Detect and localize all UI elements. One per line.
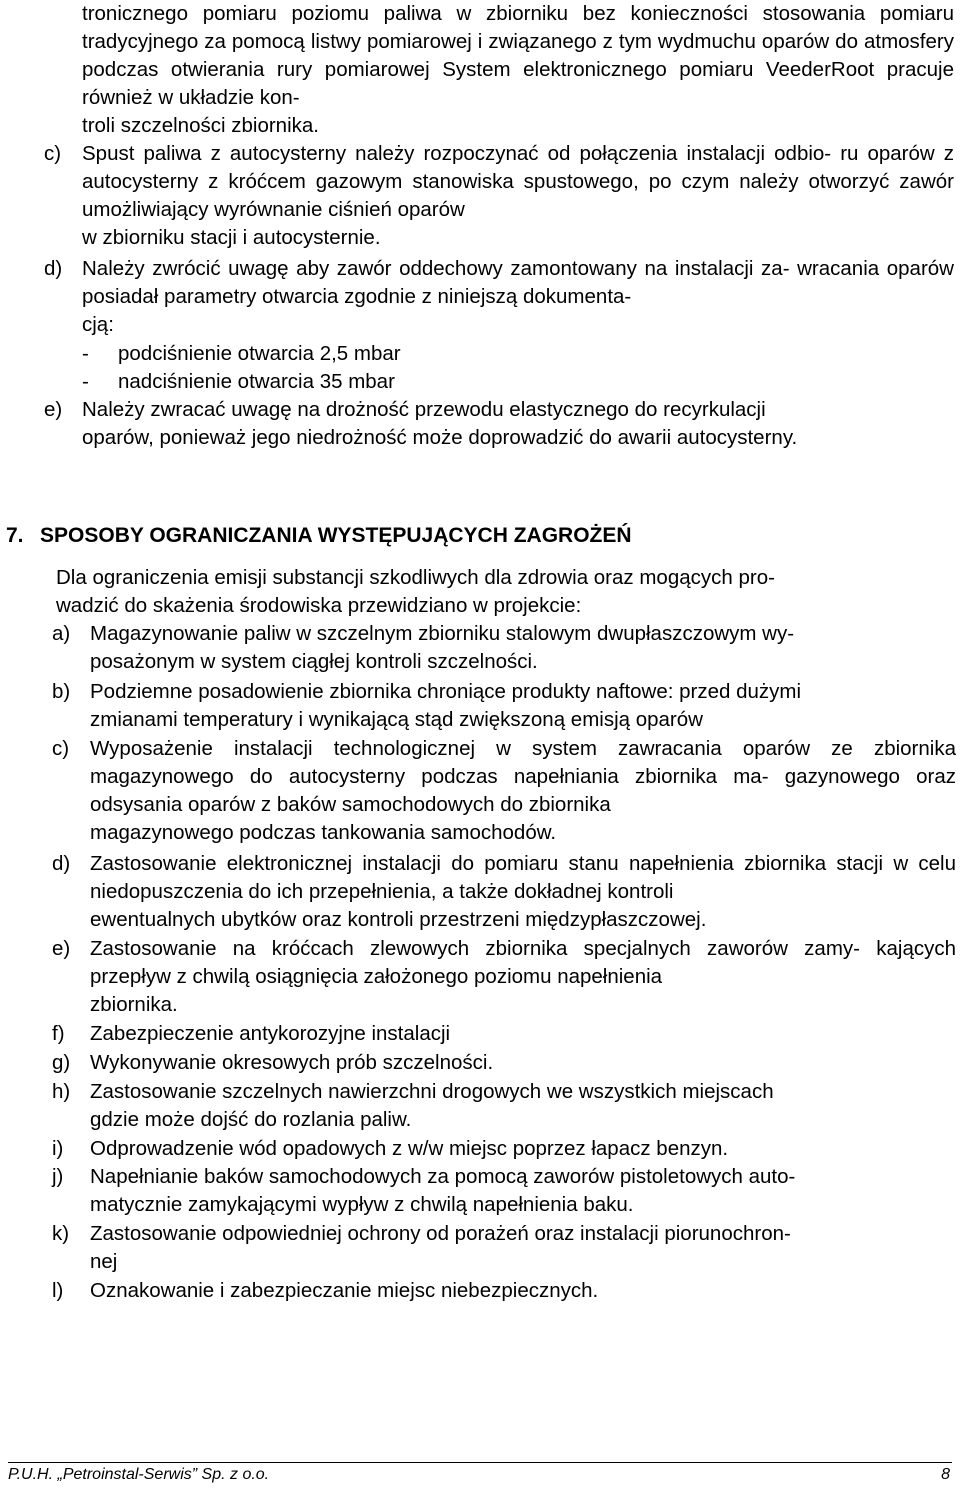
- dash-symbol: -: [82, 370, 89, 393]
- dash-text: nadciśnienie otwarcia 35 mbar: [118, 370, 395, 393]
- list-line: cją:: [82, 313, 114, 336]
- list-line: zbiornika.: [90, 993, 178, 1016]
- list-label: f): [52, 1022, 65, 1045]
- list-text: [82, 255, 954, 339]
- list-label: d): [44, 257, 63, 280]
- footer-page-number: 8: [941, 1466, 950, 1483]
- list-label: k): [52, 1222, 70, 1245]
- list-line: Należy zwracać uwagę na drożność przewodu elastycznego do recyrkulacji: [82, 398, 766, 421]
- list-label: e): [44, 398, 63, 421]
- intro-line: z tym wydmuchu oparów do atmosfery podczas otwierania rury pomiarowej: [82, 30, 954, 81]
- list-line: posażonym w system ciągłej kontroli szczelności.: [90, 650, 538, 673]
- list-text: [90, 1049, 956, 1077]
- list-line: Wykonywanie okresowych prób szczelności.: [90, 1051, 494, 1074]
- list-line: Podziemne posadowienie zbiornika chroniące produkty naftowe: przed dużymi: [90, 680, 802, 703]
- list-line: Zabezpieczenie antykorozyjne instalacji: [90, 1022, 451, 1045]
- list-line: zbiornika magazynowego do autocysterny podczas napełniania zbiornika ma-: [90, 737, 956, 788]
- list-text: [90, 1135, 956, 1163]
- list-line: Napełnianie baków samochodowych za pomocą zaworów pistoletowych auto-: [90, 1165, 796, 1188]
- intro-line: wadzić do skażenia środowiska przewidziano w projekcie:: [56, 594, 582, 617]
- list-line: zmianami temperatury i wynikającą stąd zwiększoną emisją oparów: [90, 708, 703, 731]
- intro-line: System elektronicznego pomiaru VeederRoot pracuje również w układzie kon-: [82, 58, 955, 109]
- dash-item: [82, 340, 401, 368]
- list-line: Zastosowanie odpowiedniej ochrony od porażeń oraz instalacji piorunochron-: [90, 1222, 791, 1245]
- section-number: 7.: [6, 524, 24, 547]
- list-label: i): [52, 1137, 64, 1160]
- list-text: [90, 1220, 956, 1276]
- list-label: c): [52, 737, 70, 760]
- dash-symbol: -: [82, 342, 89, 365]
- list-line: Oznakowanie i zabezpieczanie miejsc niebezpiecznych.: [90, 1279, 599, 1302]
- list-text: [90, 1163, 956, 1219]
- list-text: [90, 935, 956, 1019]
- list-label: j): [52, 1165, 64, 1188]
- list-line: czym należy otworzyć zawór umożliwiający wyrównanie ciśnień oparów: [82, 170, 954, 221]
- list-line: magazynowego podczas tankowania samochodów.: [90, 821, 557, 844]
- list-line: Zastosowanie na króćcach zlewowych zbiornika specjalnych zaworów zamy-: [90, 937, 860, 960]
- intro-line: tronicznego pomiaru poziomu paliwa w zbiorniku bez konieczności stosowania: [82, 2, 866, 25]
- list-label: g): [52, 1051, 71, 1074]
- list-label: b): [52, 680, 71, 703]
- section-intro: [56, 564, 954, 620]
- list-line: kających przepływ z chwilą osiągnięcia założonego poziomu napełnienia: [90, 937, 956, 988]
- list-text: [82, 396, 954, 452]
- list-label: c): [44, 142, 62, 165]
- list-line: gazynowego oraz odsysania oparów z baków samochodowych do zbiornika: [90, 765, 956, 816]
- dash-item: [82, 368, 395, 396]
- footer-company: P.U.H. „Petroinstal-Serwis” Sp. z o.o.: [8, 1466, 270, 1483]
- list-text: [90, 1020, 956, 1048]
- intro-paragraph: [82, 0, 954, 140]
- list-text: [82, 140, 954, 252]
- list-label: d): [52, 852, 71, 875]
- intro-line: Dla ograniczenia emisji substancji szkodliwych dla zdrowia oraz mogących pro-: [56, 566, 775, 589]
- section-title: SPOSOBY OGRANICZANIA WYSTĘPUJĄCYCH ZAGROŻEŃ: [40, 524, 632, 547]
- list-line: ewentualnych ubytków oraz kontroli przestrzeni międzypłaszczowej.: [90, 908, 707, 931]
- list-text: [90, 850, 956, 934]
- list-line: oparów, ponieważ jego niedrożność może doprowadzić do awarii autocysterny.: [82, 426, 798, 449]
- list-line: gdzie może dojść do rozlania paliw.: [90, 1108, 412, 1131]
- dash-text: podciśnienie otwarcia 2,5 mbar: [118, 342, 401, 365]
- list-line: Należy zwrócić uwagę aby zawór oddechowy zamontowany na instalacji za-: [82, 257, 790, 280]
- list-label: h): [52, 1080, 71, 1103]
- list-text: [90, 735, 956, 847]
- intro-line: troli szczelności zbiornika.: [82, 114, 319, 137]
- list-label: l): [52, 1279, 64, 1302]
- list-text: [90, 1277, 956, 1305]
- list-line: matycznie zamykającymi wypływ z chwilą napełnienia baku.: [90, 1193, 634, 1216]
- list-text: [90, 620, 956, 676]
- list-line: Magazynowanie paliw w szczelnym zbiorniku stalowym dwupłaszczowym wy-: [90, 622, 795, 645]
- list-text: [90, 678, 956, 734]
- list-line: Zastosowanie elektronicznej instalacji do pomiaru stanu napełnienia zbiornika: [90, 852, 827, 875]
- list-line: nej: [90, 1250, 118, 1273]
- list-label: a): [52, 622, 71, 645]
- list-line: Spust paliwa z autocysterny należy rozpoczynać od połączenia instalacji odbio-: [82, 142, 832, 165]
- list-line: Odprowadzenie wód opadowych z w/w miejsc poprzez łapacz benzyn.: [90, 1137, 729, 1160]
- list-line: wracania oparów posiadał parametry otwarcia zgodnie z niniejszą dokumenta-: [82, 257, 954, 308]
- list-line: w zbiorniku stacji i autocysternie.: [82, 226, 381, 249]
- list-line: stacji w celu niedopuszczenia do ich przepełnienia, a także dokładnej kontroli: [90, 852, 956, 903]
- list-label: e): [52, 937, 71, 960]
- intro-line: pomiaru tradycyjnego za pomocą listwy pomiarowej i związanego: [82, 2, 954, 53]
- footer-divider: [8, 1462, 952, 1463]
- list-line: ru oparów z autocysterny z króćcem gazowym stanowiska spustowego, po: [82, 142, 954, 193]
- list-line: Wyposażenie instalacji technologicznej w system zawracania oparów ze: [90, 737, 853, 760]
- list-text: [90, 1078, 956, 1134]
- list-line: Zastosowanie szczelnych nawierzchni drogowych we wszystkich miejscach: [90, 1080, 774, 1103]
